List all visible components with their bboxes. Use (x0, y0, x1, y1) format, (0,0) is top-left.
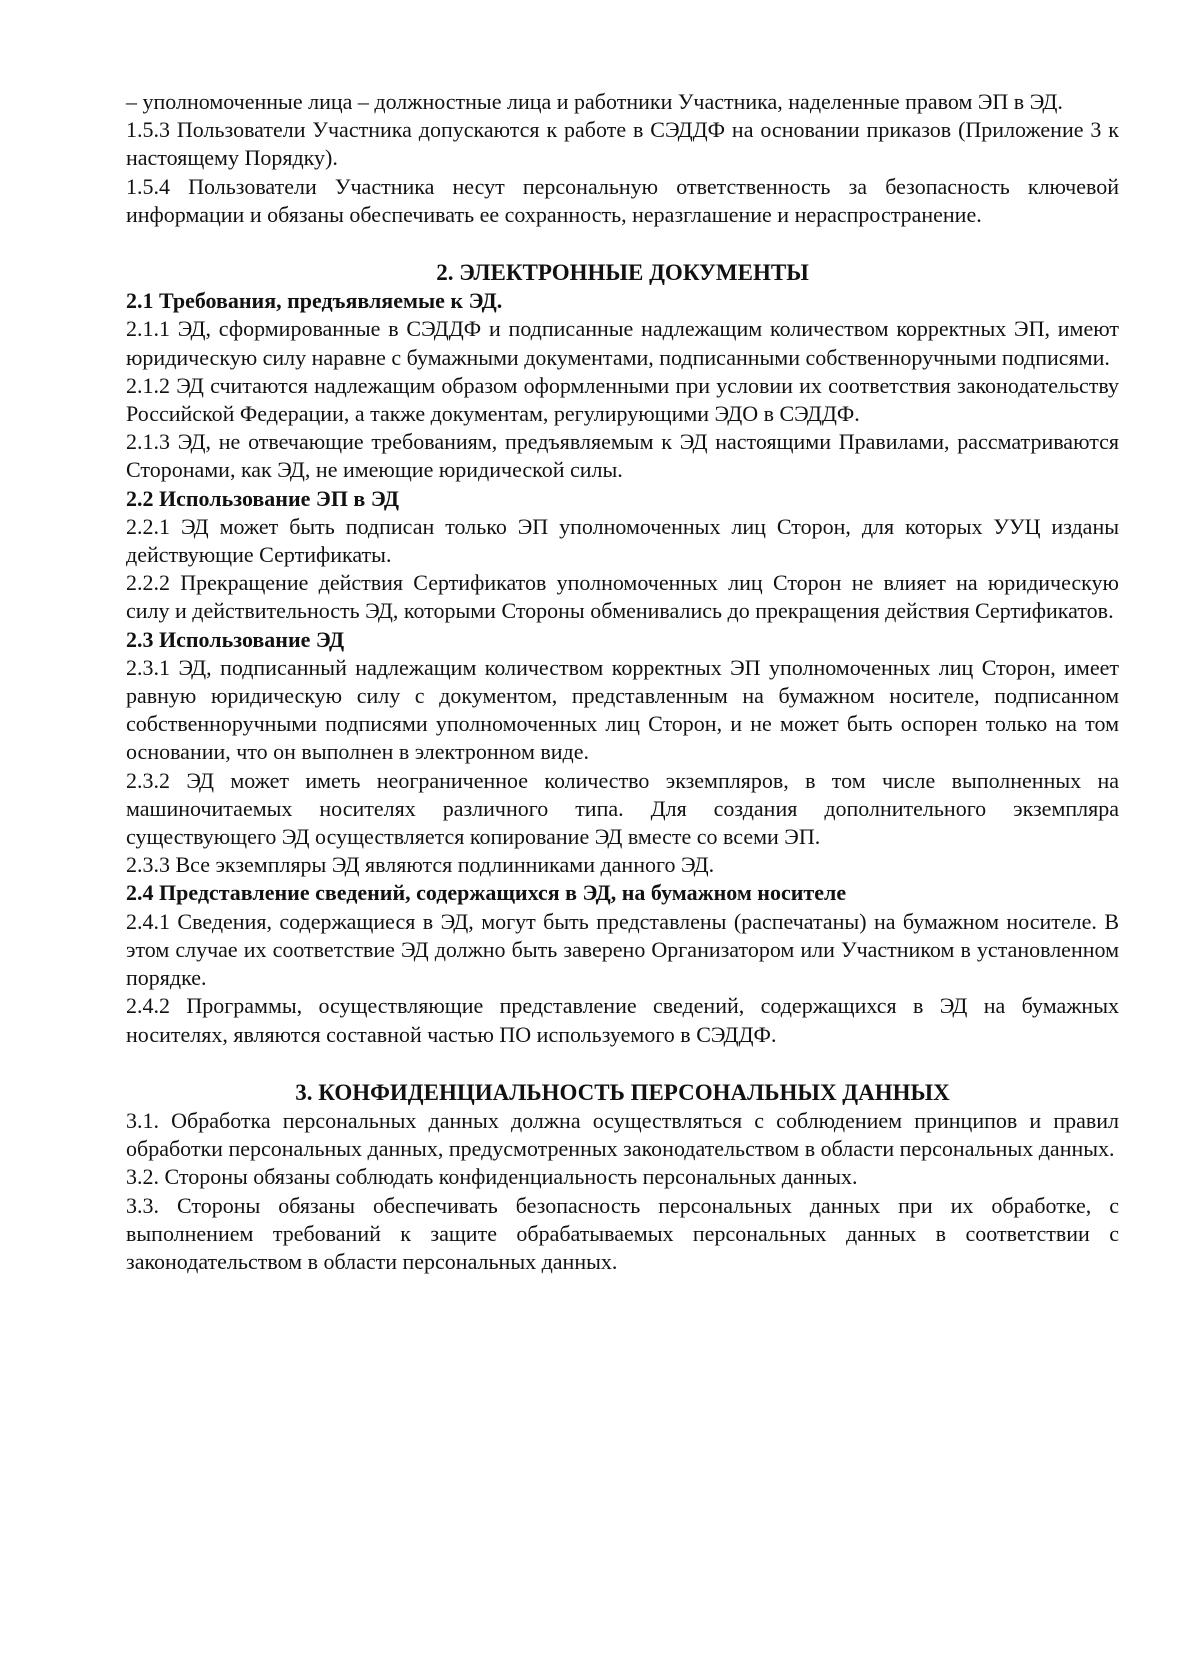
section-2-title: 2. ЭЛЕКТРОННЫЕ ДОКУМЕНТЫ (436, 260, 809, 286)
subsection-2-3-title: 2.3 Использование ЭД (126, 626, 345, 652)
paragraph-2-1-3: 2.1.3 ЭД, не отвечающие требованиям, предъявляемым к ЭД настоящими Правилами, рассматриваются Сторонами, как ЭД, не имеющие юридической силы. (126, 429, 1119, 483)
paragraph-2-3-2: 2.3.2 ЭД может иметь неограниченное количество экземпляров, в том числе выполненных на машиночитаемых носителях различного типа. Для создания дополнительного экземпляра существующего ЭД осуществляется копирование ЭД вместе со всеми ЭП. (126, 767, 1119, 850)
paragraph-2-3-1: 2.3.1 ЭД, подписанный надлежащим количеством корректных ЭП уполномоченных лиц Сторон, имеет равную юридическую силу с документом, представленным на бумажном носителе, подписанном собственноручными подписями уполномоченных лиц Сторон, и не может быть оспорен только на том основании, что он выполнен в электронном виде. (126, 654, 1119, 765)
paragraph-2-4-1: 2.4.1 Сведения, содержащиеся в ЭД, могут быть представлены (распечатаны) на бумажном носителе. В этом случае их соответствие ЭД должно быть заверено Организатором или Участником в установленном порядке. (126, 908, 1119, 991)
subsection-2-4-title: 2.4 Представление сведений, содержащихся в ЭД, на бумажном носителе (126, 880, 847, 906)
paragraph-3-3: 3.3. Стороны обязаны обеспечивать безопасность персональных данных при их обработке, с выполнением требований к защите обрабатываемых персональных данных в соответствии с законодательством в области персональных данных. (126, 1192, 1119, 1274)
section-3-title: 3. КОНФИДЕНЦИАЛЬНОСТЬ ПЕРСОНАЛЬНЫХ ДАННЫХ (295, 1079, 950, 1105)
paragraph-1-5-4: 1.5.4 Пользователи Участника несут персональную ответственность за безопасность ключевой информации и обязаны обеспечивать ее сохранность, неразглашение и нераспространение. (126, 173, 1119, 227)
paragraph-2-2-2: 2.2.2 Прекращение действия Сертификатов уполномоченных лиц Сторон не влияет на юридическую силу и действительность ЭД, которыми Стороны обменивались до прекращения действия Сертификатов. (126, 570, 1119, 624)
paragraph-2-3-3: 2.3.3 Все экземпляры ЭД являются подлинниками данного ЭД. (126, 852, 715, 878)
section-gap (126, 1049, 1119, 1079)
paragraph-2-2-1: 2.2.1 ЭД может быть подписан только ЭП уполномоченных лиц Сторон, для которых УУЦ изданы действующие Сертификаты. (126, 513, 1119, 568)
paragraph-authorized-persons: – уполномоченные лица – должностные лица и работники Участника, наделенные правом ЭП в ЭД. (126, 89, 1063, 114)
paragraph-2-1-2: 2.1.2 ЭД считаются надлежащим образом оформленными при условии их соответствия законодательству Российской Федерации, а также документам, регулирующими ЭДО в СЭДДФ. (126, 372, 1119, 427)
paragraph-3-1: 3.1. Обработка персональных данных должна осуществляться с соблюдением принципов и правил обработки персональных данных, предусмотренных законодательством в области персональных данных. (126, 1107, 1119, 1162)
subsection-2-2-title: 2.2 Использование ЭП в ЭД (126, 485, 400, 511)
paragraph-2-4-2: 2.4.2 Программы, осуществляющие представление сведений, содержащихся в ЭД на бумажных носителях, являются составной частью ПО используемого в СЭДДФ. (126, 993, 1119, 1047)
paragraph-3-2: 3.2. Стороны обязаны соблюдать конфиденциальность персональных данных. (126, 1164, 858, 1190)
section-gap (126, 229, 1119, 259)
subsection-2-1-title: 2.1 Требования, предъявляемые к ЭД. (126, 288, 503, 314)
paragraph-1-5-3: 1.5.3 Пользователи Участника допускаются к работе в СЭДДФ на основании приказов (Приложение 3 к настоящему Порядку). (126, 117, 1119, 171)
document-page (126, 88, 1119, 1276)
paragraph-2-1-1: 2.1.1 ЭД, сформированные в СЭДДФ и подписанные надлежащим количеством корректных ЭП, имеют юридическую силу наравне с бумажными документами, подписанными собственноручными подписями. (126, 316, 1119, 370)
